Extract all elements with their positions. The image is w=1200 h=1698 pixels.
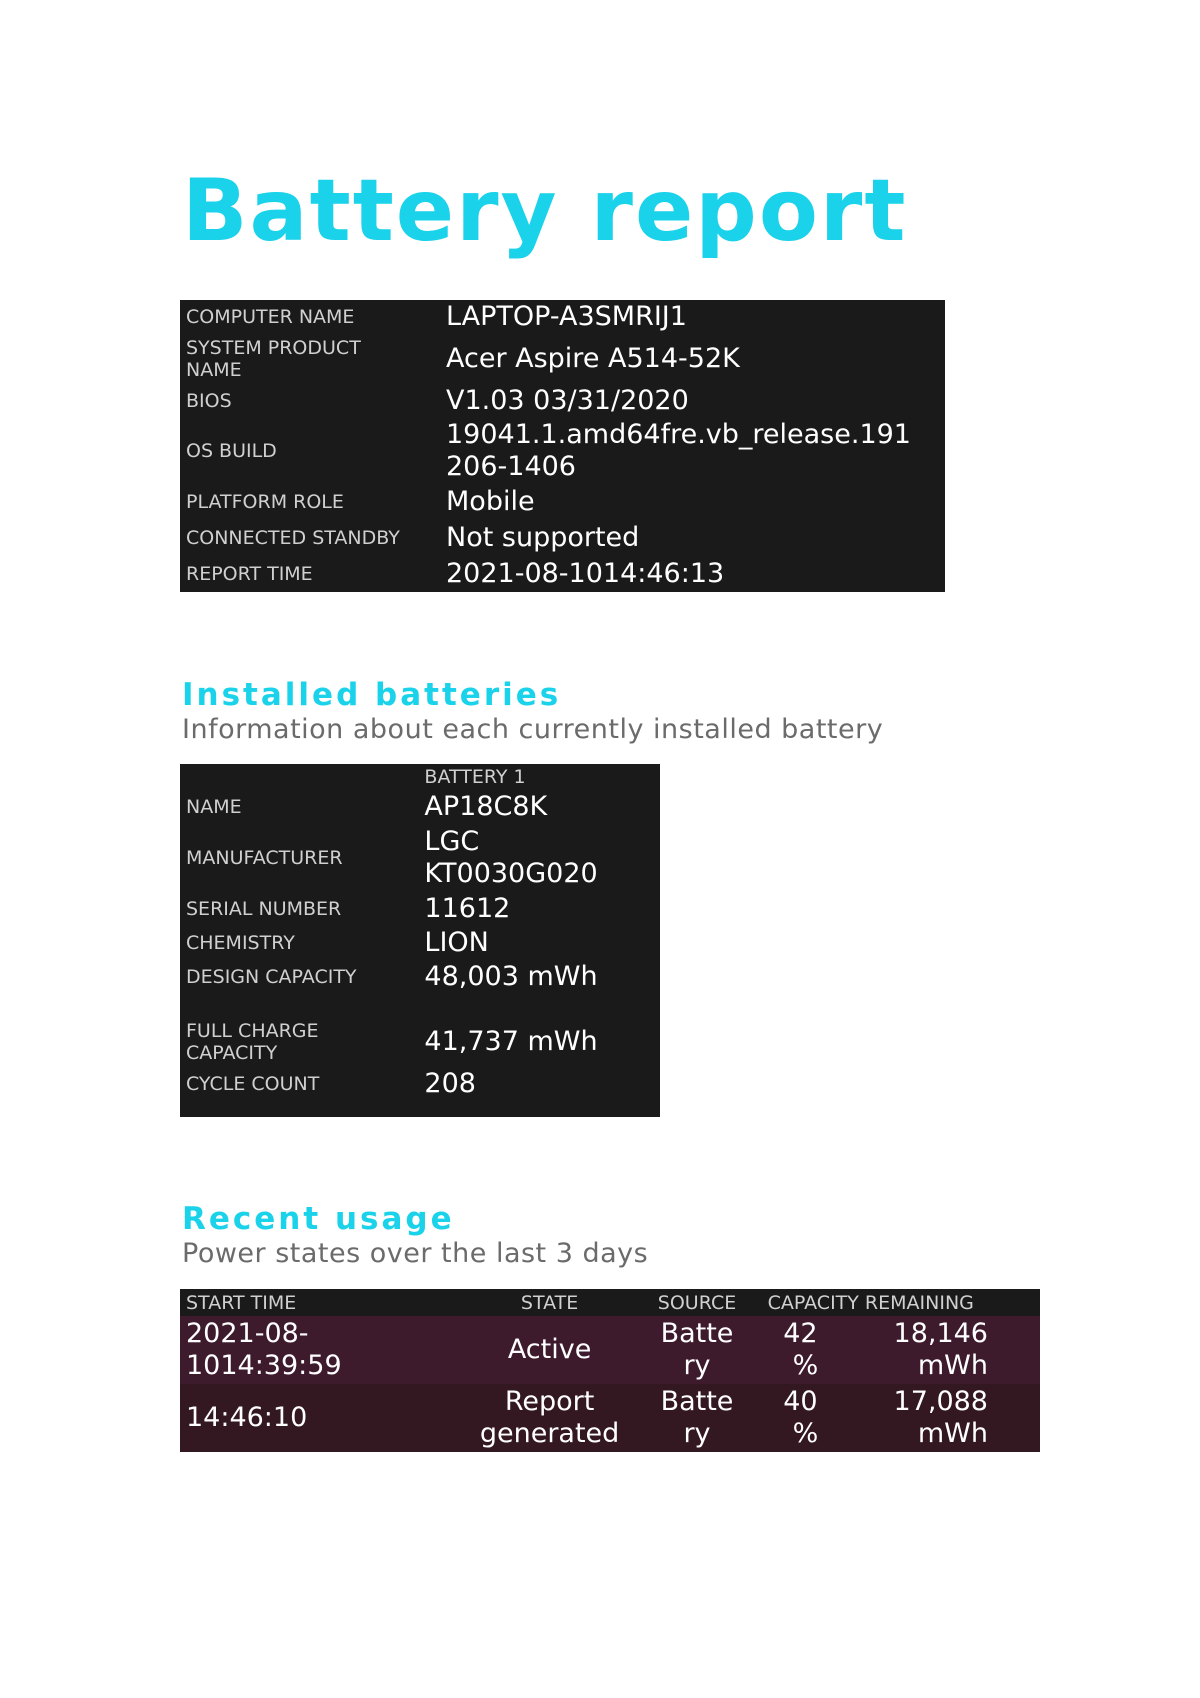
battery-row-cycle-count [180, 1067, 660, 1101]
sysinfo-value: 19041.1.amd64fre.vb_release.191 206-1406 [446, 419, 911, 482]
battery-value: LGC KT0030G020 [424, 826, 598, 889]
sysinfo-row-product-name [180, 334, 945, 384]
battery-label: FULL CHARGE CAPACITY [186, 1020, 319, 1064]
battery-row-serial [180, 892, 660, 926]
battery-label: CYCLE COUNT [186, 1073, 320, 1095]
sysinfo-value: 2021-08-1014:46:13 [446, 558, 725, 589]
usage-header-state: STATE [520, 1291, 579, 1314]
usage-capacity-mwh: 17,088 mWh [833, 1384, 1040, 1452]
battery-label: CHEMISTRY [186, 932, 295, 954]
battery-value: 41,737 mWh [424, 1026, 598, 1057]
page-title: Battery report [182, 161, 908, 261]
system-info-table [180, 300, 945, 592]
sysinfo-label: BIOS [186, 390, 232, 412]
usage-source: Batte ry [626, 1384, 767, 1452]
battery-column-header: BATTERY 1 [424, 766, 526, 788]
installed-batteries-subtitle: Information about each currently installed battery [182, 714, 884, 745]
sysinfo-row-computer-name [180, 300, 945, 334]
battery-row-name [180, 790, 660, 824]
sysinfo-value: Acer Aspire A514-52K [446, 343, 740, 374]
battery-value: 11612 [424, 893, 511, 924]
usage-source: Batte ry [626, 1316, 767, 1384]
sysinfo-label: SYSTEM PRODUCT NAME [186, 337, 361, 381]
usage-start-time: 2021-08- 1014:39:59 [180, 1316, 473, 1384]
battery-label: SERIAL NUMBER [186, 898, 342, 920]
battery-label: NAME [186, 796, 242, 818]
sysinfo-label: CONNECTED STANDBY [186, 527, 400, 549]
usage-header-source: SOURCE [657, 1291, 737, 1314]
usage-header-capacity: CAPACITY REMAINING [767, 1291, 974, 1314]
battery-spacer-row [180, 994, 660, 1017]
usage-capacity-mwh: 18,146 mWh [833, 1316, 1040, 1384]
usage-row [180, 1384, 1040, 1452]
usage-start-time: 14:46:10 [180, 1384, 473, 1452]
battery-header-row [180, 764, 660, 790]
usage-header-start-time: START TIME [186, 1291, 297, 1314]
usage-capacity-percent: 40 % [768, 1384, 834, 1452]
battery-label: MANUFACTURER [186, 847, 343, 869]
recent-usage-subtitle: Power states over the last 3 days [182, 1238, 649, 1269]
sysinfo-row-os-build [180, 418, 945, 484]
sysinfo-row-bios [180, 384, 945, 418]
sysinfo-value: LAPTOP-A3SMRIJ1 [446, 301, 687, 332]
recent-usage-heading: Recent usage [182, 1201, 455, 1237]
battery-value: 208 [424, 1068, 476, 1099]
sysinfo-label: OS BUILD [186, 440, 277, 462]
sysinfo-label: PLATFORM ROLE [186, 491, 344, 513]
battery-value: LION [424, 927, 489, 958]
usage-capacity-percent: 42 % [768, 1316, 834, 1384]
sysinfo-row-report-time [180, 556, 945, 592]
installed-batteries-heading: Installed batteries [182, 677, 562, 713]
sysinfo-value: Mobile [446, 486, 535, 517]
sysinfo-label: REPORT TIME [186, 563, 313, 585]
sysinfo-row-connected-standby [180, 520, 945, 556]
sysinfo-label: COMPUTER NAME [186, 306, 355, 328]
battery-row-chemistry [180, 926, 660, 960]
recent-usage-table [180, 1289, 1040, 1452]
installed-batteries-table [180, 764, 660, 1117]
battery-value: AP18C8K [424, 791, 548, 822]
usage-state: Active [473, 1316, 627, 1384]
battery-row-manufacturer [180, 824, 660, 892]
usage-row [180, 1316, 1040, 1384]
battery-row-design-capacity [180, 960, 660, 994]
sysinfo-value: Not supported [446, 522, 640, 553]
usage-header-row [180, 1289, 1040, 1316]
battery-value: 48,003 mWh [424, 961, 598, 992]
usage-state: Report generated [473, 1384, 627, 1452]
sysinfo-row-platform-role [180, 484, 945, 520]
sysinfo-value: V1.03 03/31/2020 [446, 385, 689, 416]
battery-label: DESIGN CAPACITY [186, 966, 357, 988]
battery-row-full-charge [180, 1017, 660, 1067]
